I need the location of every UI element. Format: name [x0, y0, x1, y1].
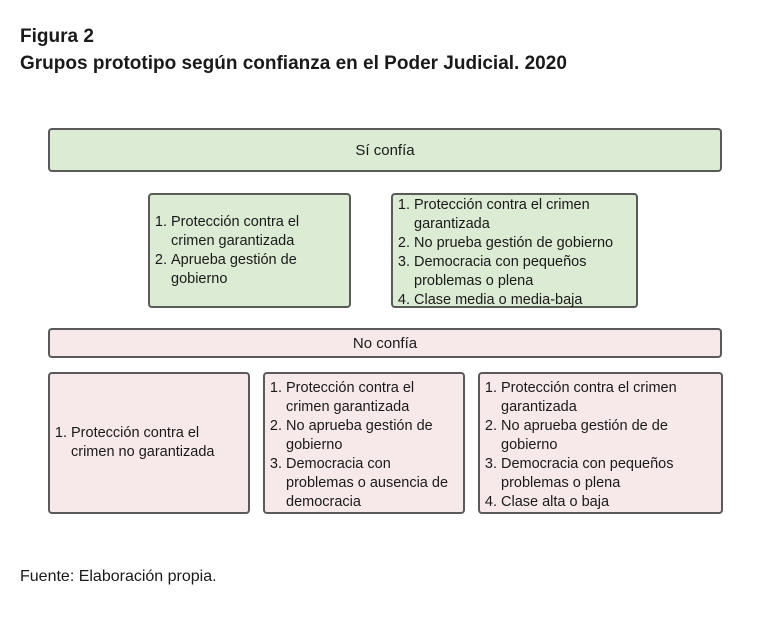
list-item: 1. Protección contra el crimen garantizada [414, 196, 632, 234]
list-item: 1. Protección contra el crimen garantizada [286, 379, 459, 417]
list-item: 4. Clase media o media-baja [414, 291, 632, 310]
list-item: 2. Aprueba gestión de gobierno [171, 251, 341, 289]
list-item: 2. No aprueba gestión de de gobierno [501, 417, 717, 455]
distrust-group-3-list [486, 379, 717, 512]
trust-header-label: Sí confía [355, 141, 415, 159]
distrust-group-2-list [271, 379, 459, 512]
list-item: 1. Protección contra el crimen garantizada [171, 213, 341, 251]
list-item: 2. No aprueba gestión de gobierno [286, 417, 459, 455]
trust-group-2-list [399, 196, 632, 310]
trust-group-1 [148, 193, 351, 308]
distrust-header-box [48, 328, 722, 358]
distrust-group-1-list [56, 424, 242, 462]
list-item: 1. Protección contra el crimen garantizada [501, 379, 717, 417]
list-item: 4. Clase alta o baja [501, 493, 717, 512]
trust-group-1-list [156, 213, 341, 289]
figure-label: Figura 2 [20, 26, 94, 47]
list-item: 1. Protección contra el crimen no garantizada [71, 424, 242, 462]
list-item: 3. Democracia con pequeños problemas o plena [501, 455, 717, 493]
figure-title: Grupos prototipo según confianza en el Poder Judicial. 2020 [20, 53, 567, 74]
trust-header-box [48, 128, 722, 172]
list-item: 3. Democracia con problemas o ausencia de democracia [286, 455, 459, 512]
trust-group-2 [391, 193, 638, 308]
distrust-header-label: No confía [352, 334, 418, 352]
distrust-group-2 [263, 372, 465, 514]
list-item: 2. No prueba gestión de gobierno [414, 234, 632, 253]
list-item: 3. Democracia con pequeños problemas o plena [414, 253, 632, 291]
distrust-group-3 [478, 372, 723, 514]
source-note: Fuente: Elaboración propia. [20, 568, 217, 585]
distrust-group-1 [48, 372, 250, 514]
